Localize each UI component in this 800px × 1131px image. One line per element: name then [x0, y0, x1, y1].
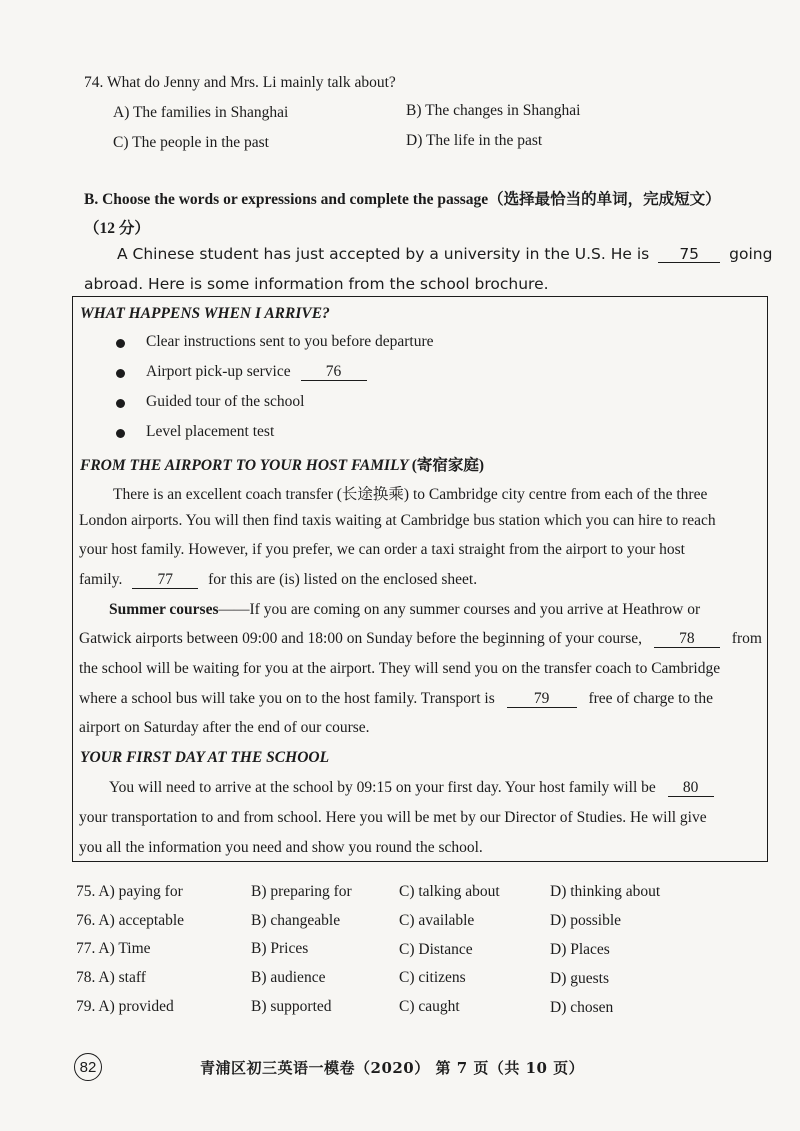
p2-line-2-post: from — [731, 630, 762, 647]
p2-line-1-text: If you are coming on any summer courses and you arrive at Heathrow or — [249, 601, 701, 618]
q75-option-d: D) thinking about — [550, 883, 661, 900]
heading-airport-host-family-en: FROM THE AIRPORT TO YOUR HOST FAMILY — [80, 457, 408, 474]
q78-option-d: D) guests — [550, 970, 609, 987]
q79-option-a: 79. A) provided — [76, 998, 174, 1015]
heading-first-day: YOUR FIRST DAY AT THE SCHOOL — [80, 749, 330, 766]
summer-courses-dash: —— — [218, 601, 250, 618]
q75-option-a: 75. A) paying for — [76, 883, 183, 900]
section-b-title: B. Choose the words or expressions and complete the passage（选择最恰当的单词，完成短文） — [84, 191, 721, 208]
q76-option-b: B) changeable — [251, 912, 341, 929]
intro-line-1-text: A Chinese student has just accepted by a university in the U.S. He is — [117, 245, 650, 263]
bullet-icon — [116, 339, 125, 348]
heading-what-happens: WHAT HAPPENS WHEN I ARRIVE? — [80, 305, 330, 322]
p1-line-4-post: for this are (is) listed on the enclosed sheet. — [208, 571, 478, 588]
bullet-icon — [116, 399, 125, 408]
q76-option-a: 76. A) acceptable — [76, 912, 185, 929]
blank-78: 78 — [654, 631, 720, 648]
p2-line-4 — [79, 690, 713, 708]
summer-courses-label: Summer courses — [109, 601, 219, 618]
p1-line-1: There is an excellent coach transfer (长途换乘) to Cambridge city centre from each of the three — [113, 486, 708, 503]
bullet-item-tour: Guided tour of the school — [146, 393, 305, 410]
p1-line-4 — [79, 571, 477, 589]
page-footer: 青浦区初三英语一模卷（2020） 第 7 页（共 10 页） — [200, 1059, 585, 1077]
blank-75: 75 — [658, 246, 720, 263]
blank-80: 80 — [668, 780, 714, 797]
p3-line-2: your transportation to and from school. Here you will be met by our Director of Studies. He will give — [79, 809, 707, 826]
q77-option-a: 77. A) Time — [76, 940, 151, 957]
q74-option-a: A) The families in Shanghai — [113, 104, 289, 121]
p3-line-1-pre: You will need to arrive at the school by 09:15 on your first day. Your host family will be — [109, 779, 656, 796]
bullet-item-instructions: Clear instructions sent to you before departure — [146, 333, 434, 350]
q76-option-c: C) available — [399, 912, 475, 929]
bullet-item-pickup-label: Airport pick-up service — [146, 363, 291, 380]
p2-line-2 — [79, 630, 762, 648]
q74-stem: 74. What do Jenny and Mrs. Li mainly talk about? — [84, 74, 396, 91]
bullet-item-pickup — [146, 363, 367, 381]
blank-79: 79 — [507, 691, 577, 708]
p2-line-4-post: free of charge to the — [588, 690, 713, 707]
bullet-icon — [116, 369, 125, 378]
q75-option-c: C) talking about — [399, 883, 500, 900]
q74-option-b: B) The changes in Shanghai — [406, 102, 581, 119]
q75-option-b: B) preparing for — [251, 883, 352, 900]
q78-option-c: C) citizens — [399, 969, 466, 986]
q77-option-b: B) Prices — [251, 940, 309, 957]
p2-line-3: the school will be waiting for you at the airport. They will send you on the transfer coach to Cambridge — [79, 660, 721, 677]
q74-option-c: C) The people in the past — [113, 134, 269, 151]
q78-option-b: B) audience — [251, 969, 326, 986]
p2-line-1 — [109, 601, 700, 619]
q79-option-c: C) caught — [399, 998, 460, 1015]
q76-option-d: D) possible — [550, 912, 622, 929]
intro-line-1 — [117, 245, 772, 263]
blank-77: 77 — [132, 572, 198, 589]
p3-line-1 — [109, 779, 714, 797]
p1-line-4-pre: family. — [79, 571, 123, 588]
q74-option-d: D) The life in the past — [406, 132, 543, 149]
q78-option-a: 78. A) staff — [76, 969, 146, 986]
section-b-points: （12 分） — [84, 220, 150, 237]
blank-76: 76 — [301, 364, 367, 381]
intro-line-2: abroad. Here is some information from the school brochure. — [84, 275, 549, 293]
bullet-item-placement: Level placement test — [146, 423, 275, 440]
heading-airport-host-family-cn: (寄宿家庭) — [411, 457, 485, 474]
p2-line-5: airport on Saturday after the end of our course. — [79, 719, 370, 736]
p1-line-3: your host family. However, if you prefer, we can order a taxi straight from the airport to your host — [79, 541, 685, 558]
p3-line-3: you all the information you need and show you round the school. — [79, 839, 483, 856]
q77-option-d: D) Places — [550, 941, 610, 958]
p2-line-4-pre: where a school bus will take you on to the host family. Transport is — [79, 690, 495, 707]
bullet-icon — [116, 429, 125, 438]
heading-airport-host-family — [80, 453, 484, 475]
p1-line-2: London airports. You will then find taxis waiting at Cambridge bus station which you can hire to reach — [79, 512, 716, 529]
q79-option-d: D) chosen — [550, 999, 614, 1016]
intro-line-1-tail: going — [729, 245, 773, 263]
q77-option-c: C) Distance — [399, 941, 473, 958]
p2-line-2-pre: Gatwick airports between 09:00 and 18:00 on Sunday before the beginning of your course, — [79, 630, 643, 647]
page-badge: 82 — [74, 1053, 102, 1081]
q79-option-b: B) supported — [251, 998, 332, 1015]
